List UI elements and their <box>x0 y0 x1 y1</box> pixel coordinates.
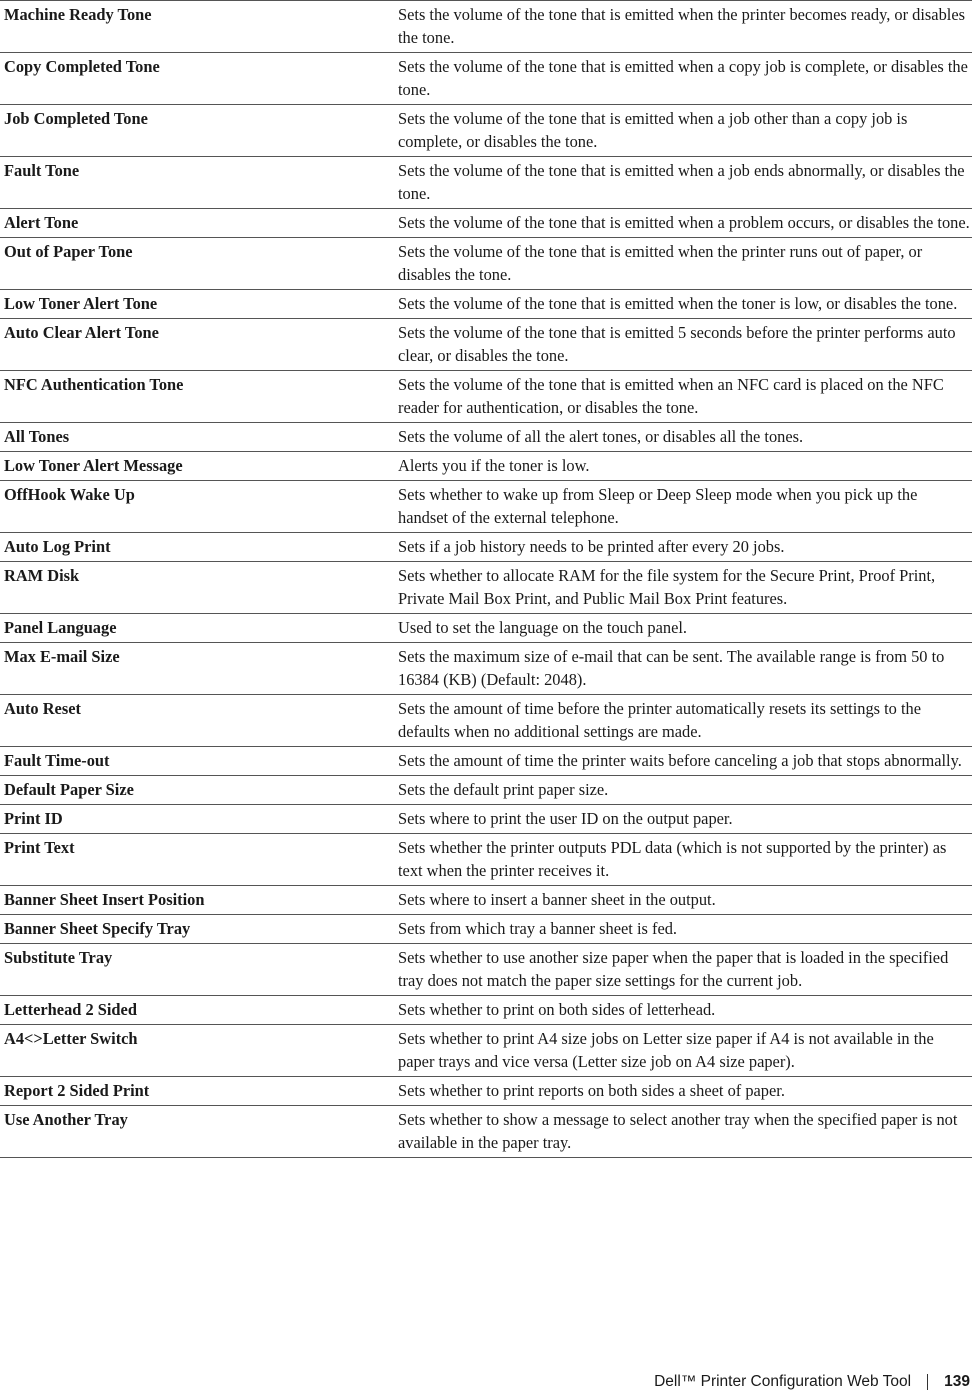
setting-name: Report 2 Sided Print <box>4 1081 150 1100</box>
table-row <box>0 53 972 105</box>
setting-description: Sets whether to print A4 size jobs on Letter size paper if A4 is not available in the paper trays and vice versa (Letter size job on A4 size paper). <box>398 1029 934 1071</box>
table-row <box>0 562 972 614</box>
setting-description: Sets the maximum size of e-mail that can be sent. The available range is from 50 to 16384 (KB) (Default: 2048). <box>398 647 945 689</box>
page-number: 139 <box>944 1373 970 1390</box>
table-row <box>0 776 972 805</box>
setting-description: Sets the volume of the tone that is emitted when an NFC card is placed on the NFC reader for authentication, or disables the tone. <box>398 375 944 417</box>
table-row <box>0 209 972 238</box>
table-row <box>0 423 972 452</box>
setting-description: Sets the volume of the tone that is emitted 5 seconds before the printer performs auto clear, or disables the tone. <box>398 323 956 365</box>
setting-name: Fault Time-out <box>4 751 110 770</box>
setting-name: Machine Ready Tone <box>4 5 152 24</box>
setting-name: Alert Tone <box>4 213 79 232</box>
setting-name: A4<>Letter Switch <box>4 1029 138 1048</box>
setting-name: NFC Authentication Tone <box>4 375 184 394</box>
setting-name: RAM Disk <box>4 566 80 585</box>
table-row <box>0 371 972 423</box>
table-row <box>0 996 972 1025</box>
setting-description: Sets the volume of the tone that is emitted when a problem occurs, or disables the tone. <box>398 213 970 232</box>
setting-description: Sets if a job history needs to be printed after every 20 jobs. <box>398 537 785 556</box>
setting-description: Sets whether to wake up from Sleep or Deep Sleep mode when you pick up the handset of the external telephone. <box>398 485 918 527</box>
setting-description: Sets the volume of all the alert tones, or disables all the tones. <box>398 427 804 446</box>
table-row <box>0 1 972 53</box>
table-row <box>0 695 972 747</box>
setting-description: Sets whether to print reports on both sides a sheet of paper. <box>398 1081 785 1100</box>
table-row <box>0 1077 972 1106</box>
footer-title: Dell™ Printer Configuration Web Tool <box>654 1373 912 1390</box>
setting-name: Job Completed Tone <box>4 109 148 128</box>
table-row <box>0 915 972 944</box>
setting-description: Sets the volume of the tone that is emitted when a copy job is complete, or disables the tone. <box>398 57 968 99</box>
setting-description: Sets whether to use another size paper when the paper that is loaded in the specified tray does not match the paper size settings for the current job. <box>398 948 949 990</box>
setting-description: Sets whether to allocate RAM for the file system for the Secure Print, Proof Print, Private Mail Box Print, and Public Mail Box Print features. <box>398 566 936 608</box>
table-row <box>0 319 972 371</box>
setting-description: Sets whether the printer outputs PDL data (which is not supported by the printer) as text when the printer receives it. <box>398 838 947 880</box>
table-row <box>0 834 972 886</box>
table-row <box>0 238 972 290</box>
setting-name: Low Toner Alert Tone <box>4 294 158 313</box>
setting-name: Auto Reset <box>4 699 81 718</box>
table-row <box>0 481 972 533</box>
settings-table-body <box>0 1 972 1158</box>
page-footer <box>654 1371 972 1393</box>
table-row <box>0 452 972 481</box>
setting-name: Banner Sheet Specify Tray <box>4 919 191 938</box>
table-row <box>0 105 972 157</box>
setting-description: Alerts you if the toner is low. <box>398 456 590 475</box>
table-row <box>0 614 972 643</box>
table-row <box>0 944 972 996</box>
setting-name: Fault Tone <box>4 161 80 180</box>
setting-description: Sets where to insert a banner sheet in the output. <box>398 890 716 909</box>
setting-name: Print Text <box>4 838 75 857</box>
setting-description: Used to set the language on the touch panel. <box>398 618 688 637</box>
setting-name: Default Paper Size <box>4 780 134 799</box>
setting-name: Panel Language <box>4 618 117 637</box>
table-row <box>0 643 972 695</box>
setting-name: Use Another Tray <box>4 1110 128 1129</box>
setting-name: OffHook Wake Up <box>4 485 135 504</box>
setting-description: Sets the volume of the tone that is emitted when the toner is low, or disables the tone. <box>398 294 958 313</box>
setting-description: Sets where to print the user ID on the output paper. <box>398 809 733 828</box>
table-row <box>0 533 972 562</box>
setting-name: Out of Paper Tone <box>4 242 133 261</box>
table-row <box>0 157 972 209</box>
table-row <box>0 1106 972 1158</box>
table-row <box>0 805 972 834</box>
setting-name: Auto Clear Alert Tone <box>4 323 159 342</box>
setting-description: Sets the volume of the tone that is emitted when the printer runs out of paper, or disables the tone. <box>398 242 923 284</box>
setting-name: Auto Log Print <box>4 537 111 556</box>
setting-description: Sets whether to show a message to select another tray when the specified paper is not available in the paper tray. <box>398 1110 958 1152</box>
table-row <box>0 886 972 915</box>
setting-description: Sets the volume of the tone that is emitted when the printer becomes ready, or disables the tone. <box>398 5 965 47</box>
setting-description: Sets the amount of time the printer waits before canceling a job that stops abnormally. <box>398 751 962 770</box>
setting-name: Max E-mail Size <box>4 647 120 666</box>
setting-name: Copy Completed Tone <box>4 57 160 76</box>
table-row <box>0 290 972 319</box>
table-row <box>0 1025 972 1077</box>
setting-name: Low Toner Alert Message <box>4 456 183 475</box>
setting-name: Banner Sheet Insert Position <box>4 890 205 909</box>
setting-name: Letterhead 2 Sided <box>4 1000 137 1019</box>
setting-description: Sets from which tray a banner sheet is fed. <box>398 919 678 938</box>
setting-description: Sets the volume of the tone that is emitted when a job other than a copy job is complete, or disables the tone. <box>398 109 908 151</box>
table-row <box>0 747 972 776</box>
setting-description: Sets the volume of the tone that is emitted when a job ends abnormally, or disables the tone. <box>398 161 965 203</box>
setting-description: Sets the amount of time before the printer automatically resets its settings to the defaults when no additional settings are made. <box>398 699 922 741</box>
setting-description: Sets whether to print on both sides of letterhead. <box>398 1000 716 1019</box>
setting-name: Print ID <box>4 809 63 828</box>
setting-name: All Tones <box>4 427 70 446</box>
setting-name: Substitute Tray <box>4 948 113 967</box>
setting-description: Sets the default print paper size. <box>398 780 609 799</box>
